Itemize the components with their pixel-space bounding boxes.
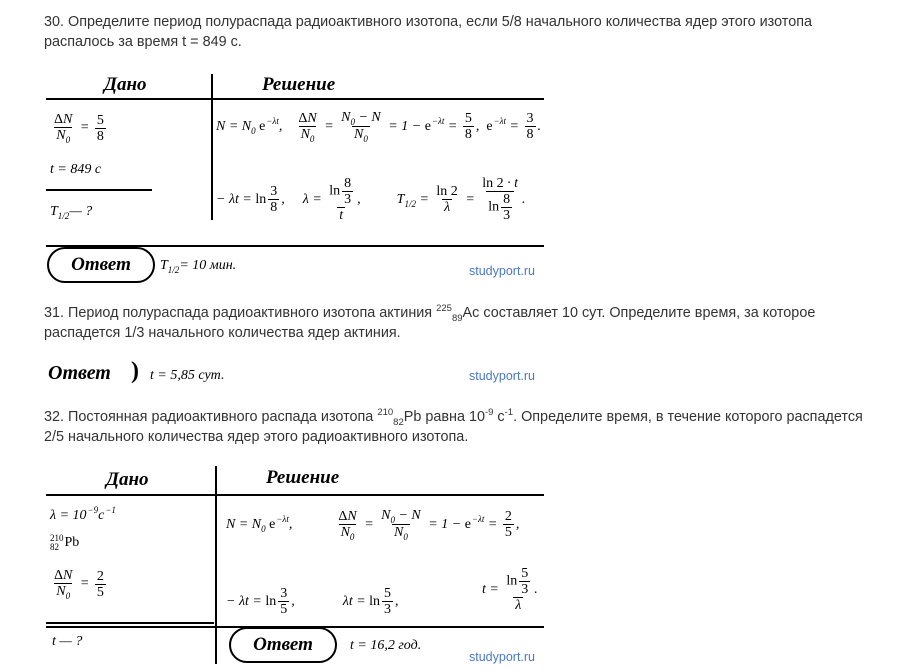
given-isotope: 210 82 Pb [50,533,80,552]
problem-30-text: 30. Определите период полураспада радиоактивного изотопа, если 5/8 начального количества ядер этого изотопа распалось за время t = 849 с. [44,14,813,50]
problem-32-text: 32. Постоянная радиоактивного распада изотопа $^{210}_{82}$Pb равна $10^{-9}$ $с^{-1}$. Определите время, в течение которого распадется 2/5 начального количества ядер этого радиоактивного изотопа. [44,407,863,445]
answer-badge: Ответ [229,627,337,663]
answer-time: t = 16,2 год. [350,638,422,653]
table-divider [215,466,217,664]
given-lambda: λ = 10 −9 c −1 [50,505,116,523]
find-halflife: T 1/2 — ? [50,204,93,221]
answer-halflife: T 1/2 = 10 мин. [160,258,237,275]
watermark: studyport.ru [469,264,536,278]
given-ratio: $\frac{\Delta N}{N_0}$ = $\frac{5}{8}$ [54,112,104,145]
solution-line-2: − λt = ln $\frac{3}{5}$ , λt = ln $\frac{5}{3}$ , [226,586,399,617]
given-rule [46,189,152,191]
given-time: t = 849 c [50,162,102,177]
find-time: t — ? [52,634,83,649]
watermark: studyport.ru [469,369,536,383]
solution-line-2: − λt = ln $\frac{3}{8}$ , λ = ln $\frac{8}{3}$ t , $T_{1/2}$ = $\frac{\ln 2}{\lambda}$ = ln 2 · t ln $\frac{8}{3}$ . [216,176,526,223]
solution-line-1: $N = N_0$ $e^{-\lambda t}$, $\frac{\Delta N}{N_0}$ = $\frac{N_0 - N}{N_0}$ = $1 - e^{-\lambda t}$ = $\frac{5}{8}$ , $e^{-\lambda t}$ = $\frac{3}{8}$ . [216,110,541,144]
table-rule [46,98,544,100]
answer-time: t = 5,85 сут. [150,368,225,383]
table-divider [211,74,213,220]
answer-bracket: ) [131,358,139,384]
given-rule [46,622,214,624]
given-ratio: $\frac{\Delta N}{N_0}$ = $\frac{2}{5}$ [54,568,104,601]
solution-header: Решение [262,74,336,95]
given-header: Дано [106,469,149,490]
answer-badge: Ответ [47,247,155,283]
solution-header: Решение [266,467,340,488]
answer-label: Ответ [48,362,111,384]
table-rule [46,494,544,496]
solution-line-3: t = ln $\frac{5}{3}$ λ . [482,566,538,613]
solution-line-1: $N = N_0$ $e^{-\lambda t}$, $\frac{\Delta N}{N_0}$ = $\frac{N_0 - N}{N_0}$ = $1 - e^{-\lambda t}$ = $\frac{2}{5}$ , [226,508,520,542]
watermark: studyport.ru [469,650,536,664]
given-header: Дано [104,74,147,95]
problem-31-text: 31. Период полураспада радиоактивного изотопа актиния $^{225}_{89}$Ac составляет 10 сут. Определите время, за которое распадется 1/3 начального количества ядер актиния. [44,303,816,341]
